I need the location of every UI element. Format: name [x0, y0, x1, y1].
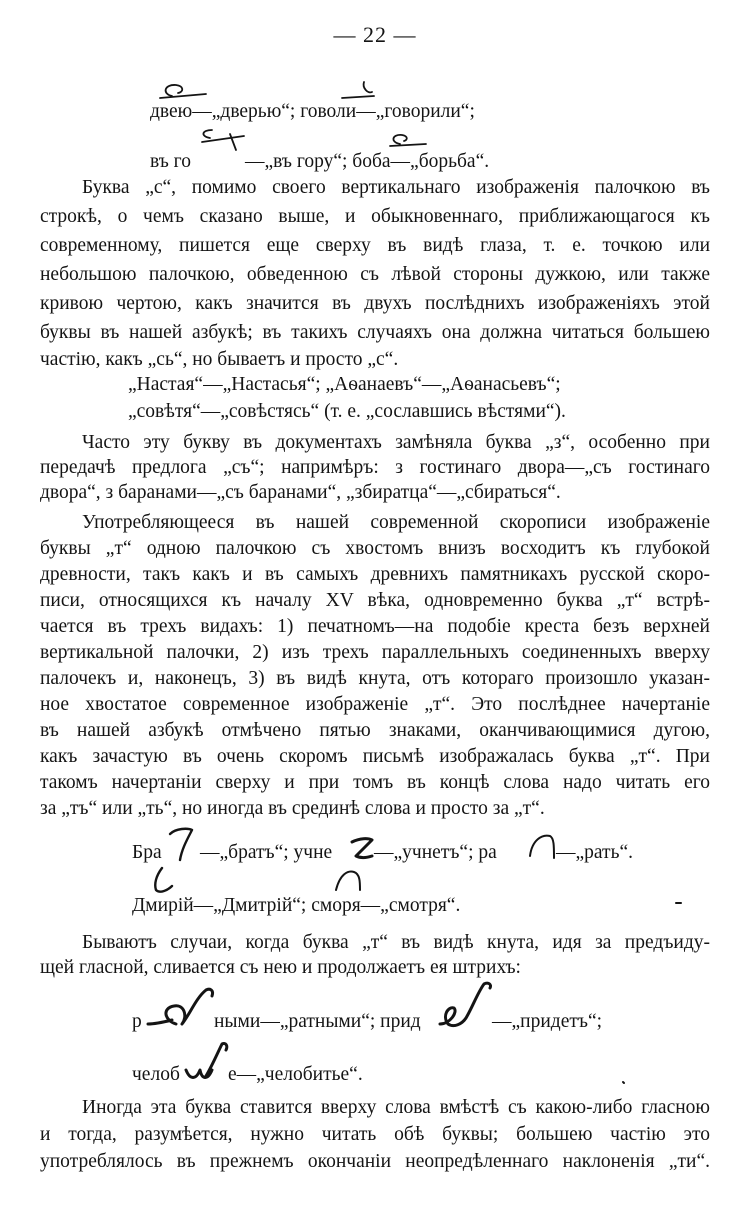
superscript-r-mark	[338, 80, 378, 102]
paragraph-line: Буква „с“, помимо своего вертикальнаго изображенія палочкою въ	[82, 177, 710, 198]
example-line: двею—„дверью“; говоли—„говорили“;	[150, 101, 475, 122]
paragraph-line: такомъ начертаніи сверху и при томъ въ концѣ слова надо читать его	[40, 772, 710, 793]
paragraph-line: строкѣ, о чемъ сказано выше, и обыкновеннаго, приближающагося къ	[40, 206, 710, 227]
ligature-et-mark	[436, 980, 496, 1034]
t-glyph-mark	[350, 836, 374, 862]
example-gloss: е—„челобитье“.	[228, 1064, 363, 1085]
paragraph-line: чается въ трехъ видахъ: 1) печатномъ—на подобіе креста безъ верхней	[40, 616, 710, 637]
paragraph-line: буквы въ нашей азбукѣ; въ такихъ случаяхъ она должна читаться большею	[40, 322, 710, 343]
example-gloss: —„учнетъ“; ра	[374, 842, 497, 863]
paragraph-line: современному, пишется еще сверху въ видѣ глаза, т. е. точкою или	[40, 235, 710, 256]
stray-speck	[676, 901, 682, 905]
t-glyph-mark	[168, 826, 194, 862]
paragraph-line: какъ зачастую въ очень скоромъ письмѣ изображалась буква „т“. При	[40, 746, 710, 767]
paragraph-line: щей гласной, сливается съ нею и продолжаетъ ея штрихъ:	[40, 957, 521, 978]
paragraph-line: употреблялось въ прежнемъ окончаніи неопредѣленнаго наклоненія „ти“.	[40, 1151, 710, 1172]
superscript-r-mark	[198, 126, 248, 152]
example-gloss: —„рать“.	[556, 842, 634, 863]
example-word: Бра	[132, 842, 162, 863]
example-line: —„въ гору“; боба—„борьба“.	[245, 151, 490, 172]
paragraph-line: кривою чертою, какъ значится въ двухъ послѣднихъ изображеніяхъ этой	[40, 293, 710, 314]
t-glyph-mark	[148, 866, 176, 894]
paragraph-line: въ нашей азбукѣ отмѣчено пятью знаками, оканчивающимися дугою,	[40, 720, 710, 741]
ligature-it-mark	[184, 1040, 230, 1086]
example-line: Дмирій—„Дмитрій“; сморя—„смотря“.	[132, 895, 461, 916]
example-line: „совѣтя“—„совѣстясь“ (т. е. „сославшись вѣстями“).	[128, 401, 566, 422]
paragraph-line: частію, какъ „сь“, но бываетъ и просто „с“.	[40, 349, 399, 370]
example-gloss: ными—„ратными“; прид	[214, 1011, 421, 1032]
example-line: „Настая“—„Настасья“; „Аѳанаевъ“—„Аѳанасьевъ“;	[128, 374, 561, 395]
page-number: — 22 —	[333, 22, 417, 47]
superscript-c-mark	[158, 82, 208, 102]
paragraph-line: ное хвостатое современное изображеніе „т“. Это послѣднее начертаніе	[40, 694, 710, 715]
paragraph-line: двора“, з баранами—„съ баранами“, „збиратца“—„сбираться“.	[40, 482, 561, 503]
paragraph-line: древности, такъ какъ и въ самыхъ древнихъ памятникахъ русской скоро-	[40, 564, 710, 585]
example-word: р	[132, 1011, 142, 1032]
stray-speck	[622, 1081, 626, 1085]
superscript-r-mark	[388, 132, 428, 150]
example-word: челоб	[132, 1064, 180, 1085]
paragraph-line: Иногда эта буква ставится вверху слова вмѣстѣ съ какою-либо гласною	[82, 1097, 710, 1118]
example-gloss: —„братъ“; учне	[200, 842, 333, 863]
example-line-prefix: въ го	[150, 151, 191, 172]
paragraph-line: Часто эту букву въ документахъ замѣняла буква „з“, особенно при	[82, 432, 710, 453]
paragraph-line: палочекъ и, наконецъ, 3) въ видѣ кнута, отъ котораго произошло указан-	[40, 668, 710, 689]
paragraph-line: Бываютъ случаи, когда буква „т“ въ видѣ кнута, идя за предъиду-	[82, 932, 710, 953]
paragraph-line: за „тъ“ или „ть“, но иногда въ срединѣ слова и просто за „т“.	[40, 798, 545, 819]
paragraph-line: и тогда, разумѣется, нужно читать обѣ буквы; большею частію это	[40, 1124, 710, 1145]
paragraph-line: вертикальной палочки, 2) изъ трехъ параллельныхъ соединенныхъ вверху	[40, 642, 710, 663]
paragraph-line: писи, относящихся къ началу XV вѣка, одновременно буква „т“ встрѣ-	[40, 590, 710, 611]
t-glyph-mark	[334, 868, 364, 894]
paragraph-line: Употребляющееся въ нашей современной скорописи изображеніе	[82, 512, 710, 533]
paragraph-line: передачѣ предлога „съ“; напримѣръ: з гостинаго двора—„съ гостинаго	[40, 457, 710, 478]
example-gloss: —„придетъ“;	[492, 1011, 603, 1032]
paragraph-line: буквы „т“ одною палочкою съ хвостомъ внизъ восходитъ къ глубокой	[40, 538, 710, 559]
t-glyph-mark	[528, 832, 558, 862]
ligature-at-mark	[146, 984, 216, 1034]
paragraph-line: небольшою палочкою, обведенною съ лѣвой стороны дужкою, или также	[40, 264, 710, 285]
